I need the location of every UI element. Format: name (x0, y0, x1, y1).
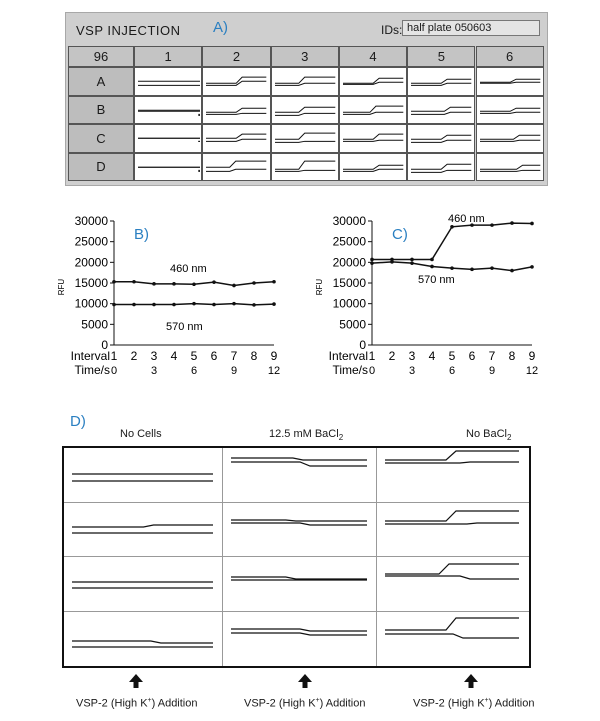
trace-svg (64, 503, 223, 558)
data-point (490, 266, 494, 270)
trace-line (385, 634, 519, 638)
trace-svg (377, 612, 529, 667)
y-tick-label: 5000 (81, 317, 108, 332)
x-tick-label: 9 (270, 349, 278, 363)
well-cell[interactable] (476, 124, 544, 153)
well-cell[interactable] (134, 153, 202, 182)
y-tick-label: 15000 (74, 276, 108, 290)
well-trace-line (411, 135, 471, 139)
data-point (192, 282, 196, 286)
x-tick-label: 7 (488, 349, 496, 363)
time-tick-label: 3 (408, 365, 416, 377)
trace-svg (64, 448, 223, 503)
time-row-label: Time/s (332, 363, 368, 377)
y-tick-label: 0 (359, 338, 366, 352)
column-title-no-bacl2 (466, 428, 511, 442)
data-point (450, 225, 454, 229)
trace-cell (223, 448, 377, 503)
trace-cell (377, 448, 529, 503)
chart-c-svg (300, 205, 600, 385)
y-tick-label: 25000 (332, 234, 366, 249)
well-cell[interactable] (134, 96, 202, 125)
well-trace-line (138, 111, 200, 115)
x-tick-label: 1 (368, 349, 376, 363)
well-trace-line (480, 135, 540, 139)
well-cell[interactable] (134, 67, 202, 96)
data-point (172, 303, 176, 307)
data-point (212, 303, 216, 307)
time-tick-label: 9 (230, 365, 238, 377)
x-tick-label: 2 (388, 349, 396, 363)
well-trace-line (275, 141, 335, 142)
well-trace (204, 69, 268, 94)
time-tick-label: 9 (488, 365, 496, 377)
data-point (490, 223, 494, 227)
y-tick-label: 15000 (332, 276, 366, 290)
interval-row-label: Interval (70, 349, 110, 363)
trace-line (385, 511, 519, 521)
panel-a-title: VSP INJECTION (76, 23, 181, 38)
data-point (132, 303, 136, 307)
well-trace-line (411, 164, 471, 169)
row-header: D (68, 153, 134, 182)
trace-cell (223, 612, 377, 667)
column-header: 3 (271, 46, 339, 67)
well-cell[interactable] (339, 67, 407, 96)
well-trace-line (411, 107, 471, 111)
well-trace (478, 126, 542, 151)
well-trace-line (411, 140, 471, 142)
time-tick-label: 0 (110, 365, 118, 377)
data-point (232, 302, 236, 306)
well-trace-line (275, 77, 335, 83)
well-cell[interactable] (202, 124, 270, 153)
trace-cell (64, 557, 223, 612)
well-cell[interactable] (202, 96, 270, 125)
trace-line (231, 633, 367, 635)
time-tick-label: 6 (190, 365, 198, 377)
column-title-bacl2-sub: 2 (338, 433, 344, 443)
trace-cell (377, 612, 529, 667)
data-point (430, 265, 434, 269)
trace-cell (223, 557, 377, 612)
chart-b (0, 205, 300, 390)
well-trace-line (275, 161, 335, 169)
caption-sup: + (147, 697, 152, 704)
well-trace (136, 69, 200, 94)
data-point (132, 280, 136, 284)
well-trace (204, 155, 268, 180)
well-trace-line (206, 113, 266, 114)
time-tick-label: 0 (368, 365, 376, 377)
well-trace-line (411, 170, 471, 172)
column-title-no-bacl2-sub: 2 (506, 433, 512, 443)
data-point (112, 303, 116, 307)
well-cell[interactable] (339, 124, 407, 153)
trace-svg (377, 448, 529, 503)
data-point (252, 281, 256, 285)
well-trace-line (480, 165, 540, 169)
trace-line (231, 523, 367, 525)
series-label: 570 nm (418, 274, 455, 286)
addition-caption-3 (413, 697, 535, 710)
well-trace-line (480, 112, 540, 113)
trace-svg (377, 557, 529, 612)
interval-row-label: Interval (328, 349, 368, 363)
well-trace-line (206, 169, 266, 171)
data-point (430, 258, 434, 262)
well-trace (341, 98, 405, 123)
trace-line (385, 523, 519, 524)
data-point (212, 280, 216, 284)
time-tick-label: 12 (267, 365, 281, 377)
well-cell[interactable] (476, 67, 544, 96)
trace-line (385, 462, 519, 463)
well-trace (409, 155, 473, 180)
well-trace (341, 69, 405, 94)
caption-end: ) Addition (319, 697, 366, 710)
x-tick-label: 2 (130, 349, 138, 363)
panel-a-letter: A) (213, 19, 228, 36)
series-label: 570 nm (166, 321, 203, 333)
well-trace-line (206, 139, 266, 141)
well-trace-line (206, 161, 266, 167)
column-header: 2 (202, 46, 270, 67)
x-tick-label: 5 (448, 349, 456, 363)
column-header: 6 (476, 46, 544, 67)
caption-text: VSP-2 (High K (413, 697, 485, 710)
ids-label: IDs: (381, 23, 403, 37)
well-trace-line (411, 79, 471, 83)
data-point (470, 268, 474, 272)
time-row-label: Time/s (74, 363, 110, 377)
x-tick-label: 3 (408, 349, 416, 363)
well-trace-line (343, 165, 403, 169)
trace-line (385, 564, 519, 574)
x-tick-label: 6 (210, 349, 218, 363)
y-tick-label: 10000 (332, 296, 366, 311)
x-tick-label: 1 (110, 349, 118, 363)
well-trace-line (480, 170, 540, 171)
well-trace (204, 126, 268, 151)
chart-c (300, 205, 600, 390)
panel-letter: B) (134, 226, 149, 243)
data-point (530, 265, 534, 269)
well-trace (273, 98, 337, 123)
trace-cell (377, 557, 529, 612)
x-tick-label: 6 (468, 349, 476, 363)
well-trace-line (206, 134, 266, 138)
well-trace-line (206, 77, 266, 83)
data-point (410, 261, 414, 265)
column-header: 5 (407, 46, 475, 67)
series-label: 460 nm (448, 213, 485, 225)
x-tick-label: 8 (508, 349, 516, 363)
well-cell[interactable] (202, 153, 270, 182)
trace-cell (223, 503, 377, 558)
data-point (152, 303, 156, 307)
data-point (510, 221, 514, 225)
trace-line (231, 577, 367, 579)
column-title-bacl2-main: 12.5 mM BaCl (269, 428, 339, 440)
y-tick-label: 20000 (332, 255, 366, 270)
data-point (272, 302, 276, 306)
well-cell[interactable] (407, 124, 475, 153)
well-cell[interactable] (476, 96, 544, 125)
series-label: 460 nm (170, 263, 207, 275)
panel-letter: C) (392, 226, 408, 243)
well-trace-line (275, 107, 335, 112)
caption-end: ) Addition (488, 697, 535, 710)
well-trace (478, 155, 542, 180)
well-trace-line (138, 167, 200, 170)
data-point (192, 302, 196, 306)
column-title-bacl2 (269, 428, 343, 442)
well-cell[interactable] (339, 153, 407, 182)
well-trace (341, 155, 405, 180)
well-cell[interactable] (339, 96, 407, 125)
well-trace (478, 69, 542, 94)
well-trace (409, 126, 473, 151)
well-cell[interactable] (476, 153, 544, 182)
trace-cell (64, 448, 223, 503)
column-title-no-bacl2-main: No BaCl (466, 428, 507, 440)
vsp-injection-panel (65, 12, 548, 186)
y-tick-label: 20000 (74, 255, 108, 270)
well-trace (273, 69, 337, 94)
x-tick-label: 7 (230, 349, 238, 363)
trace-svg (223, 448, 377, 503)
caption-end: ) Addition (151, 697, 198, 710)
y-tick-label: 5000 (339, 317, 366, 332)
chart-b-svg (0, 205, 300, 385)
column-header: 1 (134, 46, 202, 67)
data-point (410, 258, 414, 262)
trace-line (72, 525, 213, 527)
y-tick-label: 25000 (74, 234, 108, 249)
trace-svg (377, 503, 529, 558)
x-tick-label: 4 (428, 349, 436, 363)
well-trace (341, 126, 405, 151)
well-trace-line (138, 138, 200, 141)
y-tick-label: 30000 (332, 214, 366, 228)
well-trace (409, 69, 473, 94)
addition-caption-2 (244, 697, 366, 710)
trace-line (385, 576, 519, 579)
x-tick-label: 5 (190, 349, 198, 363)
well-cell[interactable] (271, 124, 339, 153)
trace-cell (64, 503, 223, 558)
well-trace-line (206, 108, 266, 112)
arrow-up-icon (297, 674, 313, 688)
arrow-up-icon (463, 674, 479, 688)
trace-svg (223, 557, 377, 612)
well-cell[interactable] (407, 96, 475, 125)
well-cell[interactable] (134, 124, 202, 153)
y-tick-label: 30000 (74, 214, 108, 228)
well-trace-line (480, 108, 540, 111)
data-point (172, 282, 176, 286)
well-trace-line (275, 113, 335, 115)
data-point (252, 303, 256, 307)
time-tick-label: 6 (448, 365, 456, 377)
data-point (390, 260, 394, 264)
x-tick-label: 9 (528, 349, 536, 363)
plate-corner-label: 96 (68, 46, 134, 67)
data-point (232, 284, 236, 288)
well-trace (136, 126, 200, 151)
well-trace-line (343, 134, 403, 139)
well-cell[interactable] (271, 67, 339, 96)
data-point (370, 258, 374, 262)
column-title-no-cells: No Cells (120, 428, 162, 440)
x-tick-label: 8 (250, 349, 258, 363)
well-trace (136, 98, 200, 123)
well-trace-line (411, 112, 471, 114)
caption-sup: + (484, 697, 489, 704)
y-axis-label: RFU (315, 278, 324, 296)
y-tick-label: 0 (101, 338, 108, 352)
data-point (152, 282, 156, 286)
well-cell[interactable] (407, 153, 475, 182)
well-trace-line (275, 170, 335, 171)
trace-svg (223, 612, 377, 667)
time-tick-label: 3 (150, 365, 158, 377)
well-trace (409, 98, 473, 123)
data-point (272, 280, 276, 284)
well-trace-line (275, 133, 335, 139)
x-tick-label: 3 (150, 349, 158, 363)
trace-svg (64, 612, 223, 667)
well-trace (273, 155, 337, 180)
caption-text: VSP-2 (High K (244, 697, 316, 710)
column-header: 4 (339, 46, 407, 67)
well-trace-line (343, 106, 403, 112)
row-header: A (68, 67, 134, 96)
trace-cell (377, 503, 529, 558)
well-cell[interactable] (407, 67, 475, 96)
caption-sup: + (315, 697, 320, 704)
data-point (370, 261, 374, 265)
caption-text: VSP-2 (High K (76, 697, 148, 710)
trace-svg (64, 557, 223, 612)
well-trace (273, 126, 337, 151)
trace-line (385, 618, 519, 630)
well-trace (204, 98, 268, 123)
trace-line (231, 520, 367, 521)
time-tick-label: 12 (525, 365, 539, 377)
y-tick-label: 10000 (74, 296, 108, 311)
trace-line (231, 462, 367, 466)
well-trace-line (343, 140, 403, 141)
trace-line (231, 629, 367, 631)
y-axis-label: RFU (57, 278, 66, 296)
well-cell[interactable] (202, 67, 270, 96)
well-cell[interactable] (271, 96, 339, 125)
x-tick-label: 4 (170, 349, 178, 363)
ids-field[interactable]: half plate 050603 (402, 20, 540, 36)
data-point (530, 222, 534, 226)
row-header: B (68, 96, 134, 125)
row-header: C (68, 124, 134, 153)
well-cell[interactable] (271, 153, 339, 182)
trace-cell (64, 612, 223, 667)
arrow-up-icon (128, 674, 144, 688)
data-point (450, 266, 454, 270)
trace-svg (223, 503, 377, 558)
trace-line (72, 641, 213, 643)
trace-grid (62, 446, 531, 668)
data-point (510, 269, 514, 273)
addition-caption-1 (76, 697, 198, 710)
trace-line (385, 451, 519, 460)
well-trace-line (138, 167, 200, 171)
data-point (112, 280, 116, 284)
well-trace-line (480, 140, 540, 141)
trace-line (231, 458, 367, 460)
well-trace (478, 98, 542, 123)
panel-d-letter: D) (70, 413, 86, 430)
panel-d (0, 410, 600, 721)
well-trace (136, 155, 200, 180)
